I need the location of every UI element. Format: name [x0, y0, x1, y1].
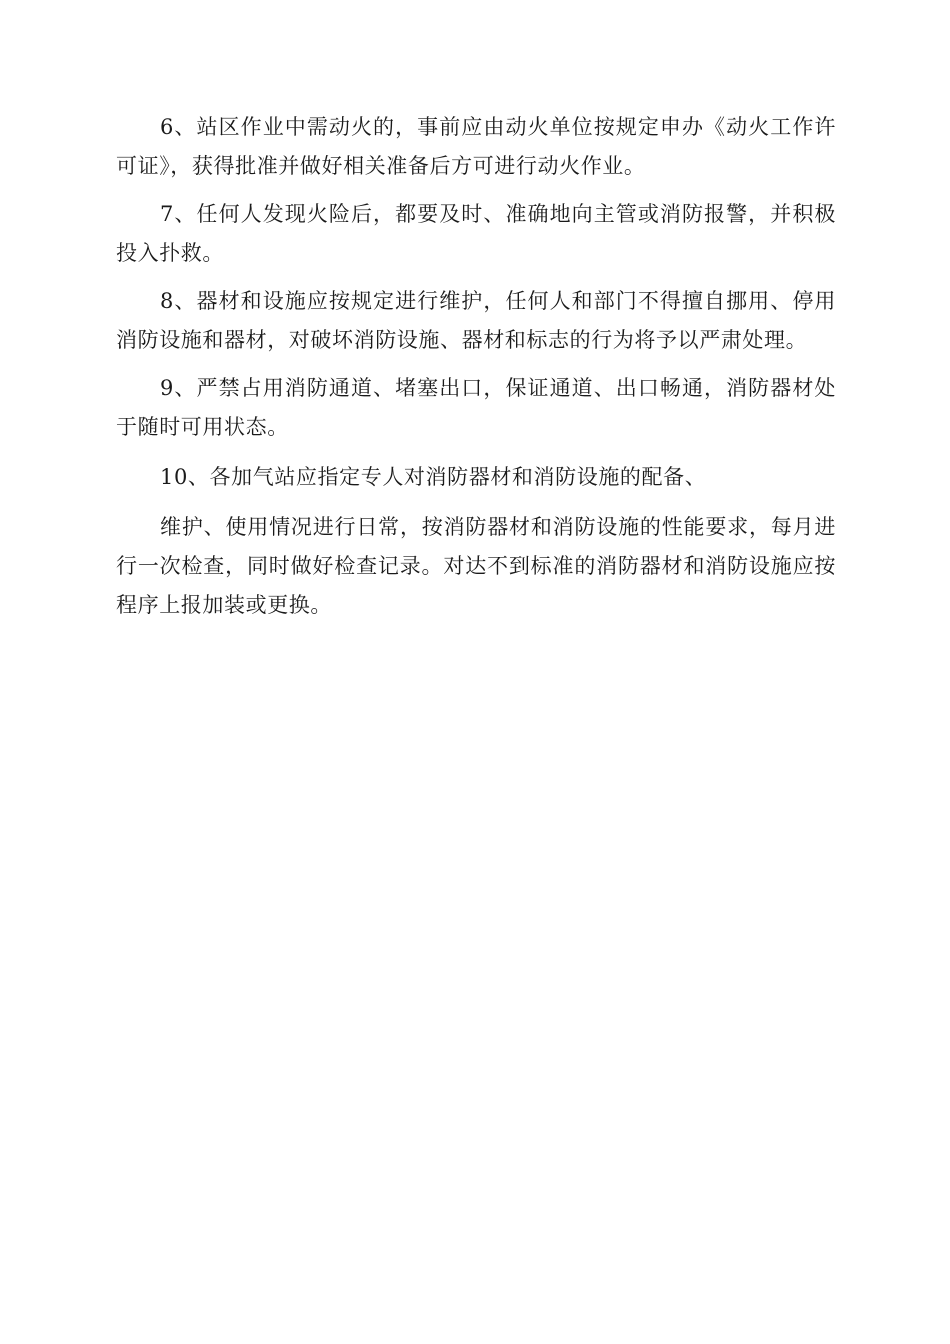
- paragraph-item-10: 10、各加气站应指定专人对消防器材和消防设施的配备、: [160, 465, 707, 489]
- paragraph-continuation: 维护、使用情况进行日常，按消防器材和消防设施的性能要求，每月进行一次检查，同时做好检查记录。对达不到标准的消防器材和消防设施应按程序上报加装或更换。: [116, 515, 836, 617]
- paragraph-item-8: 8、器材和设施应按规定进行维护，任何人和部门不得擅自挪用、停用消防设施和器材，对破坏消防设施、器材和标志的行为将予以严肃处理。: [116, 289, 836, 352]
- paragraph-item-7: 7、任何人发现火险后，都要及时、准确地向主管或消防报警，并积极投入扑救。: [116, 202, 836, 265]
- document-body: [116, 108, 836, 625]
- paragraph-item-6: 6、站区作业中需动火的，事前应由动火单位按规定申办《动火工作许可证》，获得批准并做好相关准备后方可进行动火作业。: [116, 115, 836, 178]
- paragraph-item-9: 9、严禁占用消防通道、堵塞出口，保证通道、出口畅通，消防器材处于随时可用状态。: [116, 376, 836, 439]
